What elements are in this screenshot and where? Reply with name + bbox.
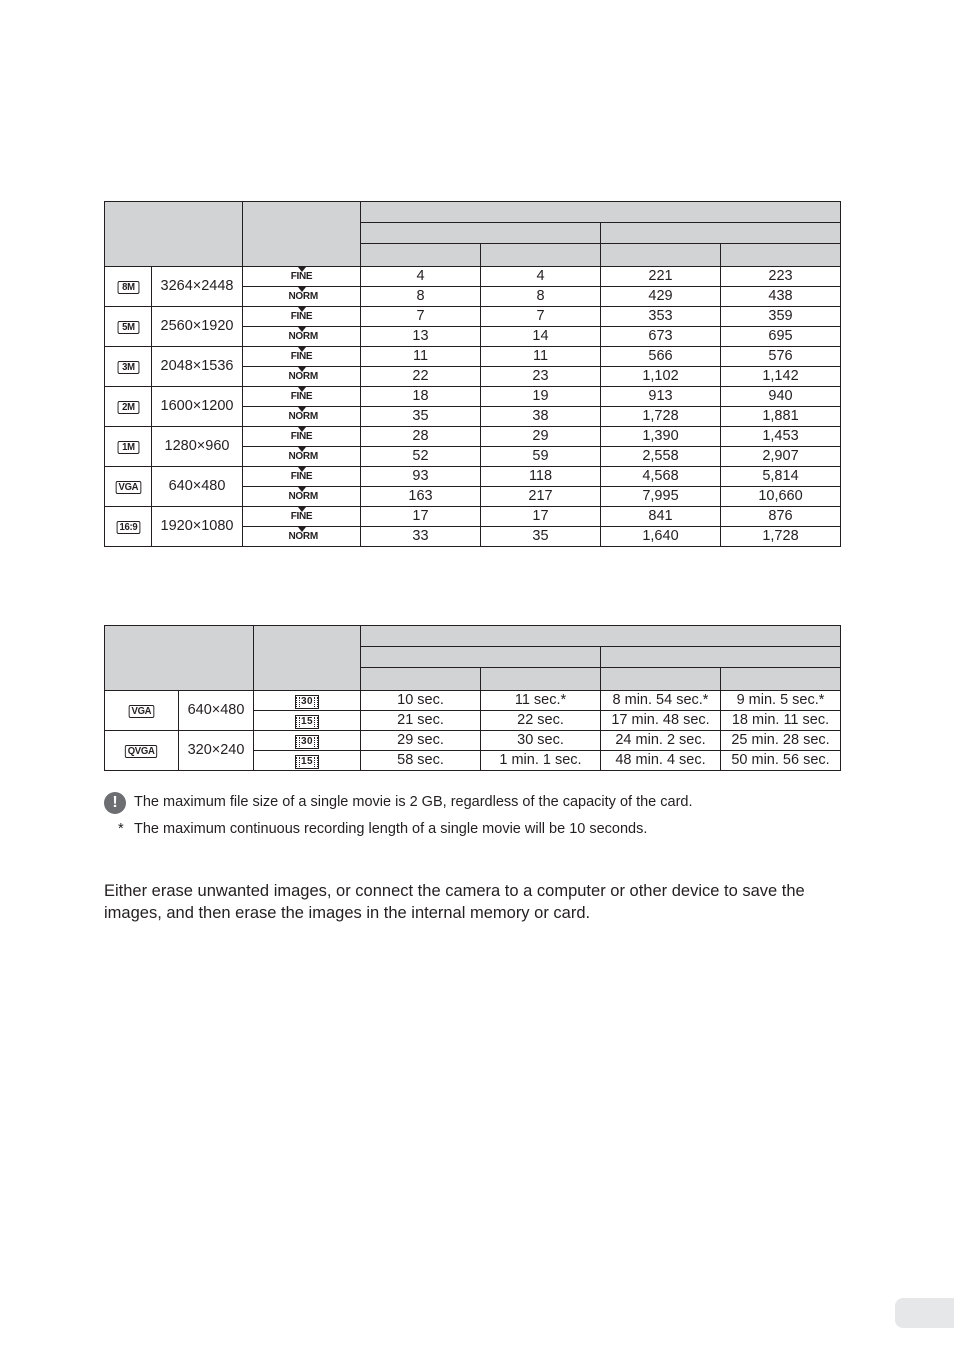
compression-label: FINE: [290, 310, 313, 322]
still-value-cell: 223: [721, 267, 841, 287]
image-size-cell: 2048×1536: [152, 347, 243, 387]
still-data-row: [105, 507, 841, 527]
image-size-icon: VGA: [115, 481, 140, 494]
header-cell: [721, 244, 841, 267]
compression-icon: [289, 268, 315, 282]
still-value-cell: 1,728: [721, 527, 841, 547]
frame-rate-icon: 30: [295, 735, 319, 749]
still-value-cell: 876: [721, 507, 841, 527]
movie-data-row: [105, 691, 841, 711]
still-value-cell: 22: [361, 367, 481, 387]
still-value-cell: 576: [721, 347, 841, 367]
movie-size-icon-cell: [105, 731, 179, 771]
still-value-cell: 913: [601, 387, 721, 407]
header-cell: [361, 668, 481, 691]
compression-label: FINE: [290, 470, 313, 482]
movie-size-note: The maximum file size of a single movie is 2 GB, regardless of the capacity of the card.: [134, 794, 693, 810]
compression-icon: [288, 528, 318, 542]
still-value-cell: 940: [721, 387, 841, 407]
still-value-cell: 163: [361, 487, 481, 507]
movie-value-cell: 48 min. 4 sec.: [601, 751, 721, 771]
compression-icon: [289, 348, 315, 362]
still-header-row-1: [105, 202, 841, 223]
frame-rate-icon: 15: [295, 755, 319, 769]
still-value-cell: 673: [601, 327, 721, 347]
movie-value-cell: 50 min. 56 sec.: [721, 751, 841, 771]
still-value-cell: 19: [481, 387, 601, 407]
still-value-cell: 18: [361, 387, 481, 407]
still-value-cell: 566: [601, 347, 721, 367]
still-value-cell: 5,814: [721, 467, 841, 487]
still-data-row: [105, 347, 841, 367]
image-size-icon-cell: [105, 347, 152, 387]
frame-rate-icon-cell: [254, 751, 361, 771]
still-value-cell: 353: [601, 307, 721, 327]
movie-value-cell: 11 sec.*: [481, 691, 601, 711]
movie-value-cell: 21 sec.: [361, 711, 481, 731]
still-value-cell: 1,728: [601, 407, 721, 427]
compression-icon-cell: [243, 327, 361, 347]
header-cell: [601, 223, 841, 244]
still-value-cell: 1,881: [721, 407, 841, 427]
movie-value-cell: 8 min. 54 sec.*: [601, 691, 721, 711]
still-value-cell: 429: [601, 287, 721, 307]
still-value-cell: 2,558: [601, 447, 721, 467]
image-size-cell: 2560×1920: [152, 307, 243, 347]
compression-label: NORM: [288, 450, 318, 462]
compression-label: NORM: [288, 370, 318, 382]
movie-size-icon: QVGA: [125, 745, 158, 758]
image-size-cell: 640×480: [152, 467, 243, 507]
still-value-cell: 28: [361, 427, 481, 447]
compression-label: FINE: [290, 390, 313, 402]
movie-size-cell: 640×480: [179, 691, 254, 731]
image-size-icon-cell: [105, 307, 152, 347]
compression-icon: [288, 328, 318, 342]
image-size-cell: 1280×960: [152, 427, 243, 467]
image-size-icon-cell: [105, 467, 152, 507]
compression-icon-cell: [243, 487, 361, 507]
image-size-icon: 1M: [117, 441, 139, 454]
still-data-row: [105, 387, 841, 407]
still-value-cell: 38: [481, 407, 601, 427]
compression-icon-cell: [243, 467, 361, 487]
still-value-cell: 7,995: [601, 487, 721, 507]
still-value-cell: 14: [481, 327, 601, 347]
movie-value-cell: 29 sec.: [361, 731, 481, 751]
still-data-row: [105, 307, 841, 327]
movie-table: [104, 625, 841, 771]
image-size-icon: 8M: [117, 281, 139, 294]
header-cell: [601, 244, 721, 267]
movie-size-icon: VGA: [129, 705, 154, 718]
compression-icon: [289, 428, 315, 442]
movie-value-cell: 58 sec.: [361, 751, 481, 771]
movie-value-cell: 18 min. 11 sec.: [721, 711, 841, 731]
header-cell: [243, 202, 361, 267]
compression-icon: [288, 288, 318, 302]
image-size-cell: 1920×1080: [152, 507, 243, 547]
compression-icon-cell: [243, 527, 361, 547]
still-value-cell: 4,568: [601, 467, 721, 487]
still-value-cell: 17: [361, 507, 481, 527]
compression-icon-cell: [243, 287, 361, 307]
image-size-icon: 2M: [117, 401, 139, 414]
header-cell: [361, 647, 601, 668]
still-value-cell: 4: [481, 267, 601, 287]
movie-value-cell: 9 min. 5 sec.*: [721, 691, 841, 711]
still-value-cell: 11: [481, 347, 601, 367]
still-value-cell: 7: [481, 307, 601, 327]
frame-rate-icon-cell: [254, 691, 361, 711]
movie-data-row: [105, 731, 841, 751]
image-size-icon-cell: [105, 267, 152, 307]
header-cell: [105, 202, 243, 267]
still-value-cell: 1,453: [721, 427, 841, 447]
still-value-cell: 35: [481, 527, 601, 547]
movie-header-row-1: [105, 626, 841, 647]
compression-icon-cell: [243, 307, 361, 327]
image-size-icon-cell: [105, 507, 152, 547]
compression-label: NORM: [288, 330, 318, 342]
still-value-cell: 359: [721, 307, 841, 327]
still-value-cell: 35: [361, 407, 481, 427]
header-cell: [721, 668, 841, 691]
compression-icon-cell: [243, 347, 361, 367]
compression-icon: [289, 388, 315, 402]
still-data-row: [105, 427, 841, 447]
header-cell: [361, 223, 601, 244]
compression-icon-cell: [243, 447, 361, 467]
compression-icon: [289, 308, 315, 322]
compression-icon-cell: [243, 267, 361, 287]
still-data-row: [105, 267, 841, 287]
header-cell: [361, 202, 841, 223]
compression-icon-cell: [243, 407, 361, 427]
still-value-cell: 52: [361, 447, 481, 467]
image-size-icon: 5M: [117, 321, 139, 334]
movie-value-cell: 1 min. 1 sec.: [481, 751, 601, 771]
header-cell: [254, 626, 361, 691]
image-size-icon-cell: [105, 387, 152, 427]
still-value-cell: 841: [601, 507, 721, 527]
compression-icon-cell: [243, 427, 361, 447]
compression-label: FINE: [290, 510, 313, 522]
compression-label: FINE: [290, 350, 313, 362]
movie-value-cell: 22 sec.: [481, 711, 601, 731]
erase-images-paragraph: Either erase unwanted images, or connect the camera to a computer or other device to save the images, and then erase the images in the internal memory or card.: [104, 882, 805, 922]
image-size-icon-cell: [105, 427, 152, 467]
compression-label: NORM: [288, 410, 318, 422]
still-value-cell: 10,660: [721, 487, 841, 507]
header-cell: [601, 668, 721, 691]
image-size-icon: 3M: [117, 361, 139, 374]
still-value-cell: 93: [361, 467, 481, 487]
compression-label: FINE: [290, 430, 313, 442]
compression-icon: [288, 448, 318, 462]
movie-value-cell: 30 sec.: [481, 731, 601, 751]
compression-icon: [289, 468, 315, 482]
movie-value-cell: 10 sec.: [361, 691, 481, 711]
compression-icon-cell: [243, 507, 361, 527]
still-value-cell: 29: [481, 427, 601, 447]
still-value-cell: 8: [481, 287, 601, 307]
still-value-cell: 438: [721, 287, 841, 307]
still-value-cell: 217: [481, 487, 601, 507]
still-value-cell: 13: [361, 327, 481, 347]
image-size-cell: 1600×1200: [152, 387, 243, 427]
header-cell: [481, 244, 601, 267]
still-value-cell: 1,640: [601, 527, 721, 547]
compression-icon-cell: [243, 367, 361, 387]
movie-size-icon-cell: [105, 691, 179, 731]
movie-size-cell: 320×240: [179, 731, 254, 771]
image-size-icon: 16:9: [116, 521, 140, 534]
still-image-table: [104, 201, 841, 547]
compression-label: NORM: [288, 290, 318, 302]
compression-icon: [288, 408, 318, 422]
compression-icon-cell: [243, 387, 361, 407]
still-value-cell: 1,390: [601, 427, 721, 447]
warning-icon: !: [104, 792, 126, 814]
still-value-cell: 7: [361, 307, 481, 327]
movie-value-cell: 25 min. 28 sec.: [721, 731, 841, 751]
compression-icon: [289, 508, 315, 522]
frame-rate-icon: 30: [295, 695, 319, 709]
compression-icon: [288, 488, 318, 502]
still-data-row: [105, 467, 841, 487]
still-value-cell: 59: [481, 447, 601, 467]
still-value-cell: 221: [601, 267, 721, 287]
still-value-cell: 33: [361, 527, 481, 547]
compression-label: NORM: [288, 530, 318, 542]
header-cell: [481, 668, 601, 691]
still-value-cell: 8: [361, 287, 481, 307]
header-cell: [601, 647, 841, 668]
header-cell: [105, 626, 254, 691]
header-cell: [361, 244, 481, 267]
still-value-cell: 17: [481, 507, 601, 527]
frame-rate-icon-cell: [254, 731, 361, 751]
still-value-cell: 118: [481, 467, 601, 487]
frame-rate-icon-cell: [254, 711, 361, 731]
still-value-cell: 2,907: [721, 447, 841, 467]
recording-length-note: The maximum continuous recording length of a single movie will be 10 seconds.: [134, 821, 648, 837]
still-value-cell: 695: [721, 327, 841, 347]
movie-value-cell: 24 min. 2 sec.: [601, 731, 721, 751]
asterisk-marker: *: [118, 821, 124, 837]
header-cell: [361, 626, 841, 647]
frame-rate-icon: 15: [295, 715, 319, 729]
page-number-tab: [895, 1298, 954, 1328]
still-value-cell: 4: [361, 267, 481, 287]
still-value-cell: 1,142: [721, 367, 841, 387]
still-value-cell: 1,102: [601, 367, 721, 387]
compression-label: FINE: [290, 270, 313, 282]
compression-label: NORM: [288, 490, 318, 502]
image-size-cell: 3264×2448: [152, 267, 243, 307]
still-value-cell: 23: [481, 367, 601, 387]
movie-value-cell: 17 min. 48 sec.: [601, 711, 721, 731]
compression-icon: [288, 368, 318, 382]
still-value-cell: 11: [361, 347, 481, 367]
